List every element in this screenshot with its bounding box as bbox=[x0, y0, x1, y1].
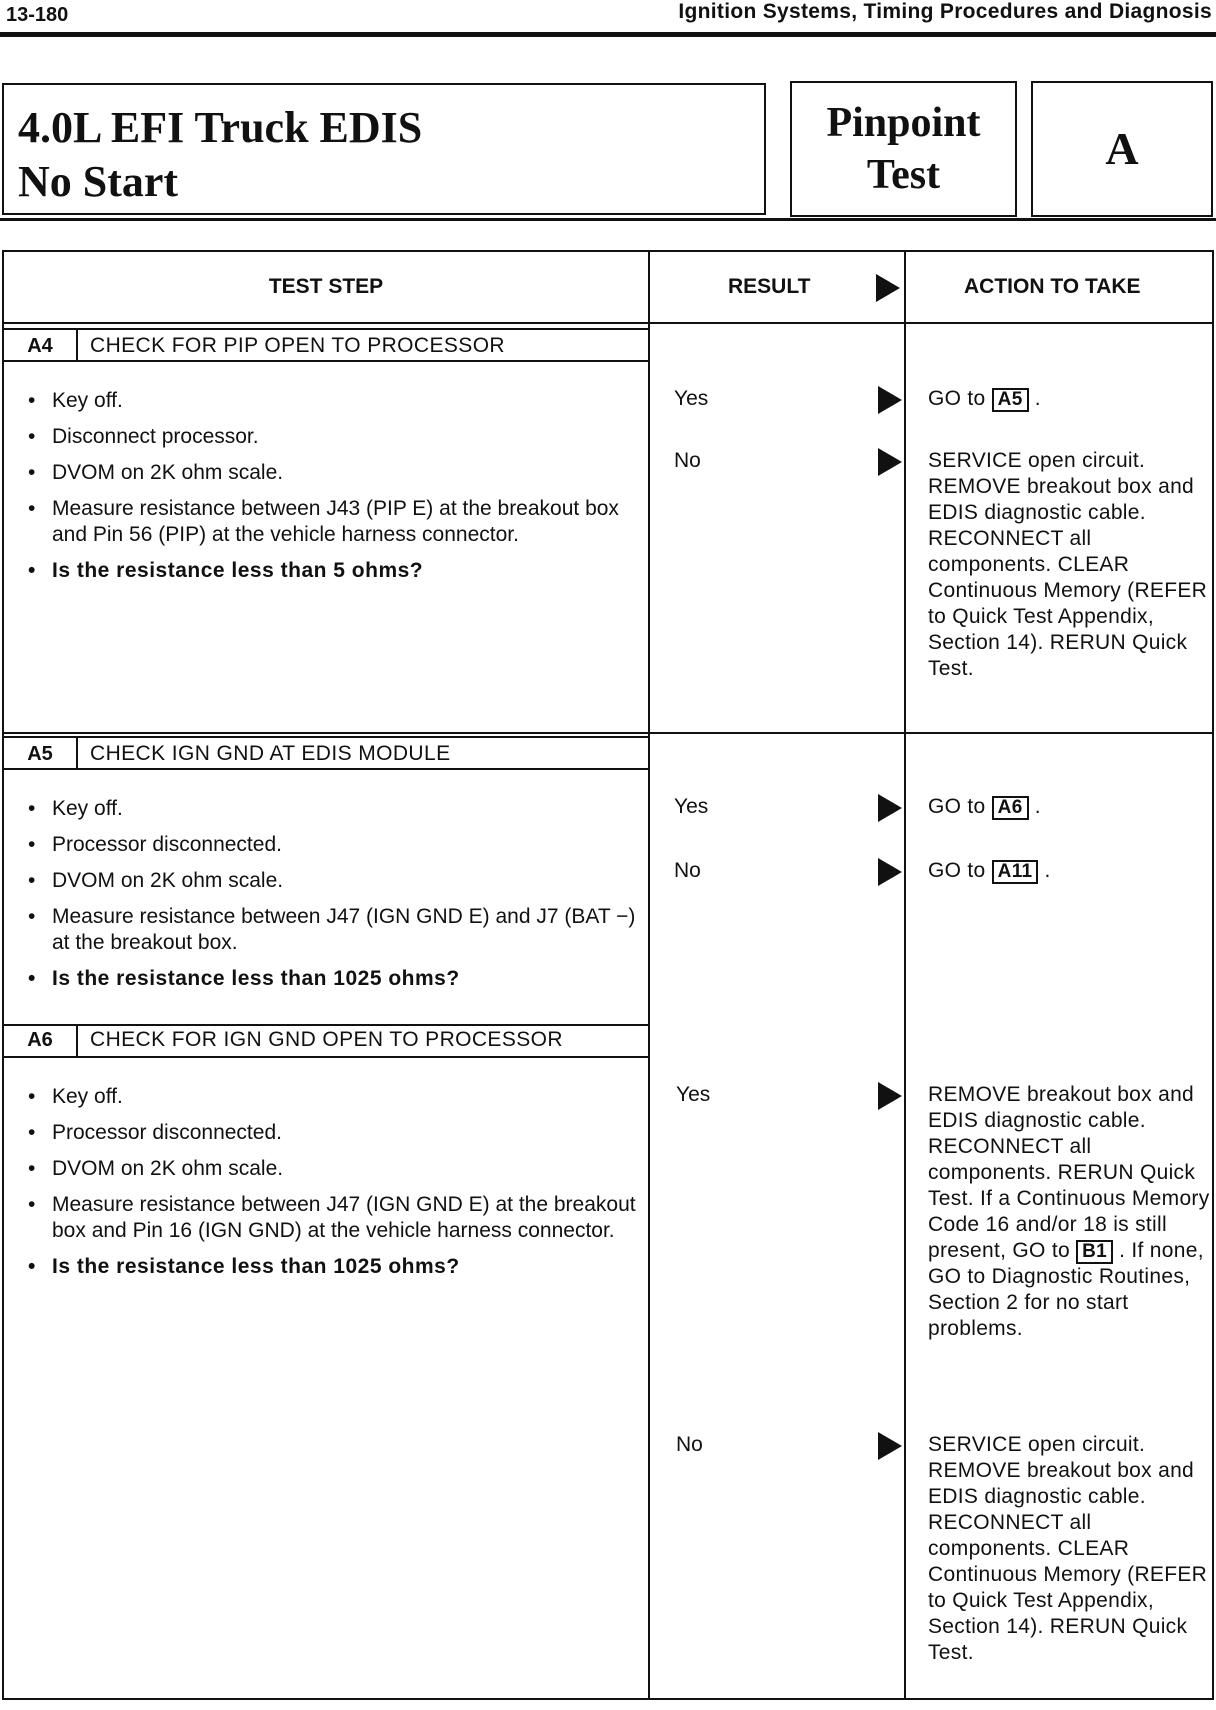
result-arrow-icon bbox=[878, 448, 902, 476]
list-item: • Key off. bbox=[26, 1084, 636, 1110]
step-code: A4 bbox=[4, 330, 78, 362]
result-arrow-icon bbox=[878, 386, 902, 414]
list-item: • Disconnect processor. bbox=[26, 424, 636, 450]
section-title: Ignition Systems, Timing Procedures and Diagnosis bbox=[678, 0, 1212, 23]
header-rule bbox=[0, 32, 1216, 37]
step-a4-instructions bbox=[26, 388, 636, 594]
step-a5-instructions bbox=[26, 796, 636, 1002]
row-divider bbox=[4, 732, 1212, 734]
action-prefix: GO to bbox=[928, 387, 986, 410]
result-label: No bbox=[676, 1433, 703, 1456]
header-divider bbox=[4, 322, 1212, 324]
list-item: • Key off. bbox=[26, 388, 636, 414]
result-arrow-icon bbox=[878, 1432, 902, 1460]
result-label: No bbox=[674, 859, 701, 882]
list-item: • Processor disconnected. bbox=[26, 1120, 636, 1146]
title-line-1: 4.0L EFI Truck EDIS bbox=[18, 103, 423, 152]
action-prefix: GO to bbox=[928, 859, 986, 882]
list-item: • Processor disconnected. bbox=[26, 832, 636, 858]
column-header-test-step: TEST STEP bbox=[268, 275, 384, 298]
step-code: A6 bbox=[4, 1024, 78, 1056]
step-code: A5 bbox=[4, 738, 78, 770]
result-label: No bbox=[674, 449, 701, 472]
action-text: SERVICE open circuit. REMOVE breakout box and EDIS diagnostic cable. RECONNECT all components. CLEAR Continuous Memory (REFER to Quick Test Appendix, Section 14). RERUN Quick Test. bbox=[928, 449, 1208, 680]
page-number: 13-180 bbox=[6, 4, 69, 26]
step-header-a6 bbox=[4, 1024, 648, 1058]
action-suffix: . If none, GO to Diagnostic Routines, Section 2 for no start problems. bbox=[928, 1239, 1204, 1340]
title-box bbox=[2, 83, 766, 215]
step-a6-instructions bbox=[26, 1084, 636, 1290]
title-line-2: No Start bbox=[18, 157, 179, 206]
step-question: • Is the resistance less than 1025 ohms? bbox=[26, 966, 636, 992]
column-divider-result bbox=[648, 252, 650, 1698]
step-header-a4 bbox=[4, 328, 648, 362]
column-header-action: ACTION TO TAKE bbox=[964, 275, 1141, 298]
step-header-a5 bbox=[4, 736, 648, 770]
result-label: Yes bbox=[676, 1083, 711, 1106]
step-reference: B1 bbox=[1076, 1240, 1113, 1264]
result-arrow-icon bbox=[878, 794, 902, 822]
action-prefix: GO to bbox=[928, 795, 986, 818]
action-suffix: . bbox=[1034, 795, 1041, 818]
action-text bbox=[928, 1082, 1216, 1342]
page-header bbox=[0, 0, 1216, 40]
action-text: SERVICE open circuit. REMOVE breakout box and EDIS diagnostic cable. RECONNECT all components. CLEAR Continuous Memory (REFER to Quick Test Appendix, Section 14). RERUN Quick Test. bbox=[928, 1433, 1208, 1664]
action-text bbox=[928, 794, 1216, 820]
test-letter-box bbox=[1031, 81, 1213, 217]
step-reference: A5 bbox=[992, 388, 1029, 412]
list-item: • DVOM on 2K ohm scale. bbox=[26, 460, 636, 486]
column-header-result: RESULT bbox=[728, 275, 811, 298]
result-arrow-icon bbox=[878, 858, 902, 886]
step-reference: A6 bbox=[992, 796, 1029, 820]
list-item: • Measure resistance between J43 (PIP E) at the breakout box and Pin 56 (PIP) at the vehicle harness connector. bbox=[26, 496, 636, 548]
list-item: • DVOM on 2K ohm scale. bbox=[26, 868, 636, 894]
list-item: • Measure resistance between J47 (IGN GND E) at the breakout box and Pin 16 (IGN GND) at the vehicle harness connector. bbox=[26, 1192, 636, 1244]
title-bottom-rule bbox=[0, 218, 1216, 221]
result-arrow-icon bbox=[876, 274, 900, 302]
result-label: Yes bbox=[674, 795, 709, 818]
list-item: • Key off. bbox=[26, 796, 636, 822]
action-suffix: . bbox=[1034, 387, 1041, 410]
step-question: • Is the resistance less than 5 ohms? bbox=[26, 558, 636, 584]
action-text bbox=[928, 386, 1216, 412]
step-heading: CHECK IGN GND AT EDIS MODULE bbox=[90, 742, 451, 765]
test-letter: A bbox=[1105, 123, 1139, 174]
list-item: • Measure resistance between J47 (IGN GND E) and J7 (BAT −) at the breakout box. bbox=[26, 904, 636, 956]
step-heading: CHECK FOR PIP OPEN TO PROCESSOR bbox=[90, 334, 505, 357]
result-label: Yes bbox=[674, 387, 709, 410]
test-label: Test bbox=[866, 152, 941, 198]
list-item: • DVOM on 2K ohm scale. bbox=[26, 1156, 636, 1182]
result-arrow-icon bbox=[878, 1082, 902, 1110]
pinpoint-label: Pinpoint bbox=[826, 100, 981, 146]
pinpoint-test-table bbox=[2, 250, 1214, 1700]
step-question: • Is the resistance less than 1025 ohms? bbox=[26, 1254, 636, 1280]
column-divider-action bbox=[904, 252, 906, 1698]
action-text bbox=[928, 858, 1216, 884]
action-suffix: . bbox=[1044, 859, 1051, 882]
action-prefix: REMOVE breakout box and EDIS diagnostic cable. RECONNECT all components. RERUN Quick Test. If a Continuous Memory Code 16 and/or 18 is still present, GO to bbox=[928, 1083, 1210, 1262]
step-heading: CHECK FOR IGN GND OPEN TO PROCESSOR bbox=[90, 1028, 563, 1051]
step-reference: A11 bbox=[992, 860, 1039, 884]
pinpoint-test-box bbox=[790, 81, 1017, 217]
